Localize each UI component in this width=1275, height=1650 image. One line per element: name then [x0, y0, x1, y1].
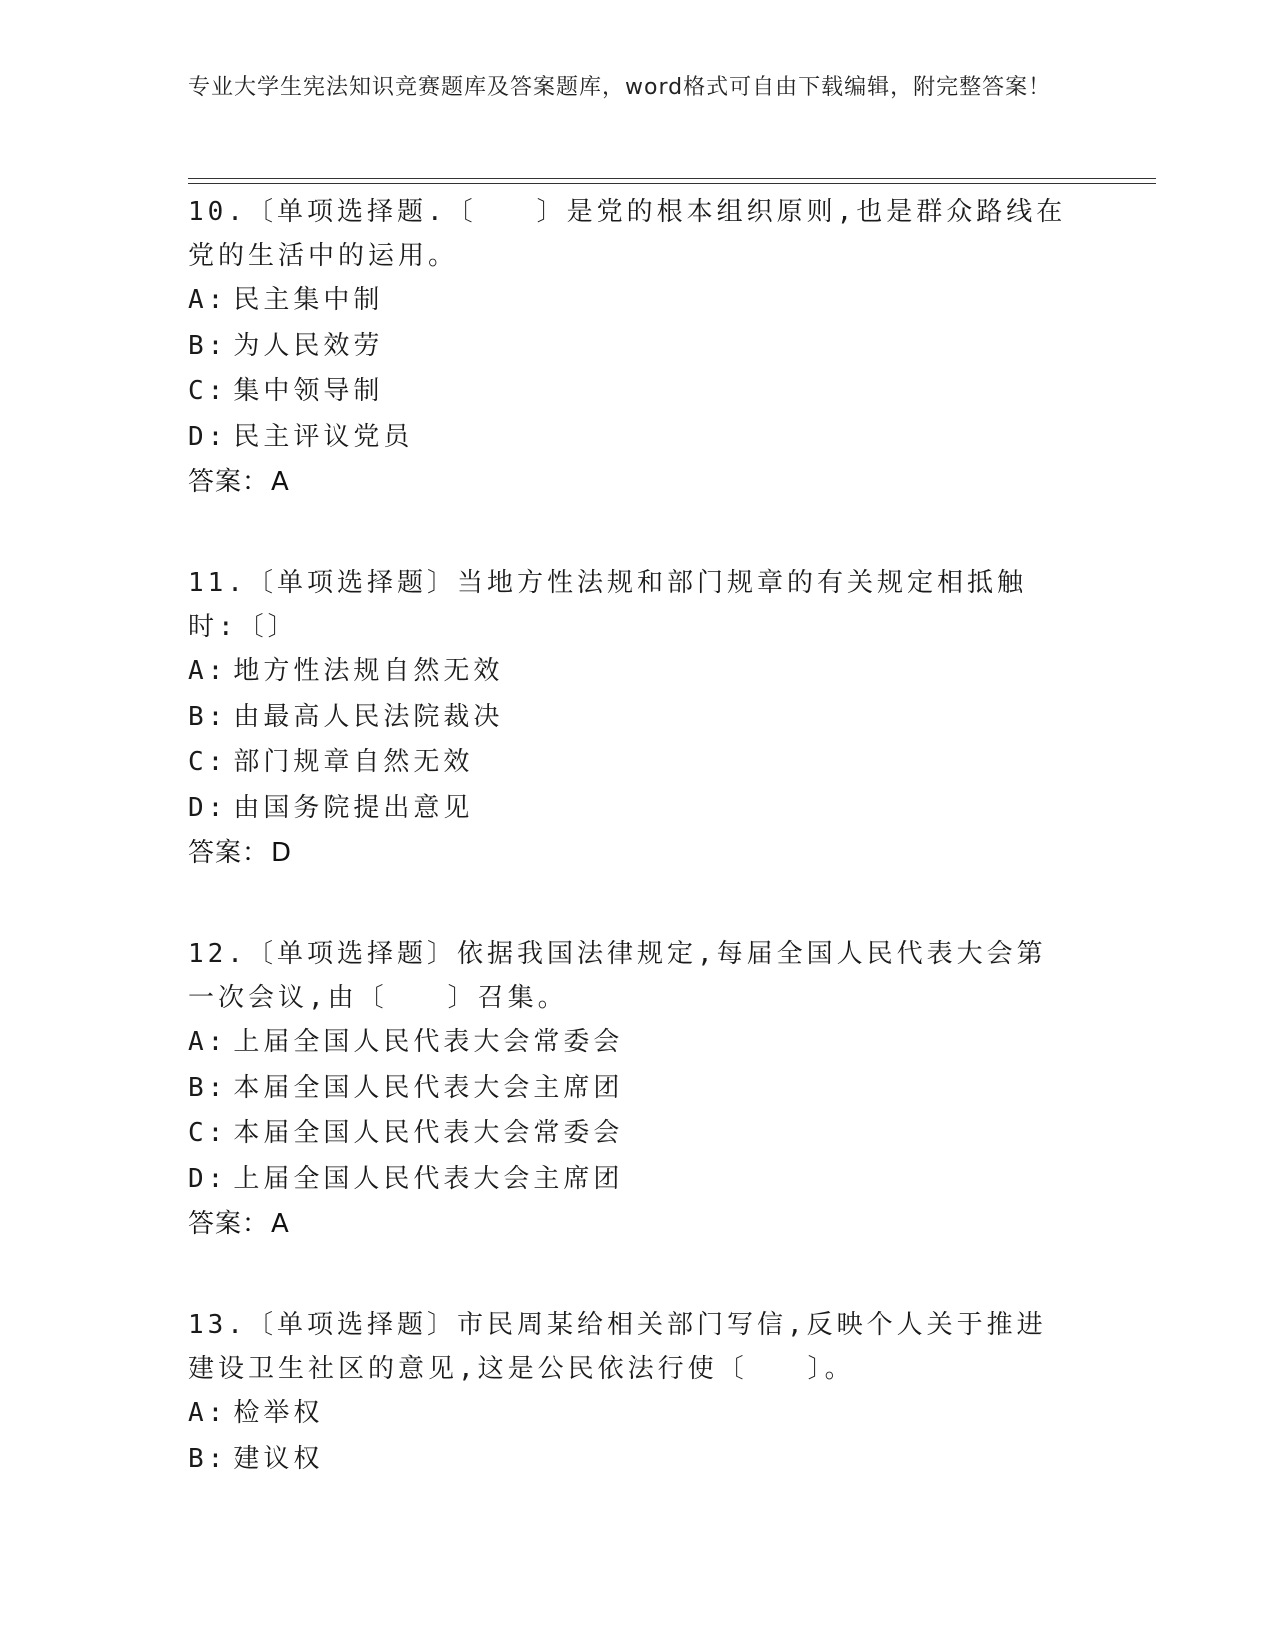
option-key: B: [188, 330, 228, 361]
option-text: 部门规章自然无效 [233, 747, 474, 777]
question-10 [188, 190, 1068, 505]
option-a [188, 278, 1068, 324]
option-c [188, 1111, 1068, 1157]
option-b [188, 1437, 1068, 1483]
answer-line [188, 460, 1068, 505]
option-text: 检举权 [233, 1398, 324, 1428]
option-key: C: [188, 1118, 228, 1148]
option-key: B: [188, 701, 228, 732]
option-key: A: [188, 656, 228, 686]
answer-label: 答案： [188, 467, 270, 497]
header-divider-bottom [188, 183, 1156, 184]
option-d [188, 1157, 1068, 1203]
option-key: A: [188, 1027, 228, 1057]
option-c [188, 369, 1068, 415]
option-text: 为人民效劳 [233, 330, 384, 361]
question-stem: 10.〔单项选择题.〔 〕是党的根本组织原则,也是群众路线在党的生活中的运用。 [188, 197, 1067, 271]
answer-line [188, 831, 1068, 876]
option-a [188, 1391, 1068, 1437]
option-key: B: [188, 1443, 228, 1474]
question-stem: 12.〔单项选择题〕依据我国法律规定,每届全国人民代表大会第一次会议,由〔 〕召集。 [188, 939, 1047, 1013]
option-b [188, 1066, 1068, 1112]
option-text: 由国务院提出意见 [233, 792, 474, 823]
answer-label: 答案： [188, 838, 270, 868]
option-key: D: [188, 421, 228, 452]
option-c [188, 740, 1068, 786]
option-text: 本届全国人民代表大会主席团 [233, 1072, 624, 1103]
option-a [188, 649, 1068, 695]
question-list [188, 190, 1068, 1538]
option-key: C: [188, 747, 228, 777]
question-13 [188, 1303, 1068, 1482]
option-text: 本届全国人民代表大会常委会 [233, 1118, 624, 1148]
answer-line [188, 1202, 1068, 1247]
option-key: A: [188, 1398, 228, 1428]
question-12 [188, 932, 1068, 1247]
question-stem: 11.〔单项选择题〕当地方性法规和部门规章的有关规定相抵触时:〔〕 [188, 568, 1027, 642]
header-divider-top [188, 178, 1156, 179]
page-header [188, 72, 1068, 104]
option-a [188, 1020, 1068, 1066]
answer-value: D [271, 838, 293, 868]
option-b [188, 324, 1068, 370]
answer-label: 答案： [188, 1209, 270, 1239]
option-text: 民主评议党员 [233, 421, 414, 452]
option-text: 地方性法规自然无效 [233, 656, 504, 686]
option-text: 上届全国人民代表大会主席团 [233, 1163, 624, 1194]
answer-value: A [271, 467, 290, 497]
option-d [188, 786, 1068, 832]
option-key: C: [188, 376, 228, 406]
option-b [188, 695, 1068, 741]
question-11 [188, 561, 1068, 876]
option-text: 民主集中制 [233, 285, 384, 315]
answer-value: A [271, 1209, 290, 1239]
header-title: 专业大学生宪法知识竞赛题库及答案题库，word格式可自由下载编辑，附完整答案！ [188, 75, 1052, 100]
option-key: A: [188, 285, 228, 315]
option-key: D: [188, 792, 228, 823]
option-key: B: [188, 1072, 228, 1103]
option-key: D: [188, 1163, 228, 1194]
option-text: 由最高人民法院裁决 [233, 701, 504, 732]
option-text: 建议权 [233, 1443, 324, 1474]
question-stem: 13.〔单项选择题〕市民周某给相关部门写信,反映个人关于推进建设卫生社区的意见,这是公民依法行使〔 〕。 [188, 1310, 1047, 1384]
option-text: 集中领导制 [233, 376, 384, 406]
option-d [188, 415, 1068, 461]
option-text: 上届全国人民代表大会常委会 [233, 1027, 624, 1057]
